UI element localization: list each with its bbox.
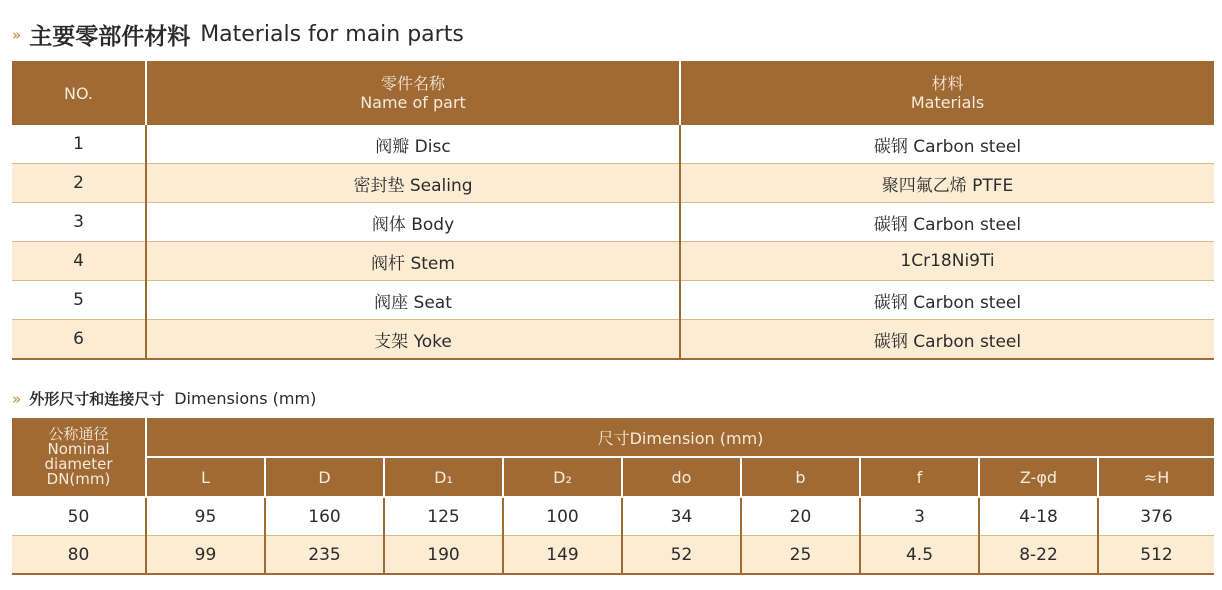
dimensions-header-row — [12, 418, 1214, 457]
row-no: 1 — [12, 125, 146, 164]
header-part-name — [146, 61, 680, 125]
dim-value: 25 — [741, 536, 860, 575]
col-d1: D₁ — [384, 457, 503, 497]
table-row — [12, 164, 1214, 203]
part-material: 碳钢 Carbon steel — [680, 203, 1214, 242]
dimensions-column-row — [12, 457, 1214, 497]
dn-header-en-2: diameter — [44, 455, 113, 473]
table-row — [12, 497, 1214, 536]
table-row — [12, 242, 1214, 281]
col-d: D — [265, 457, 384, 497]
table-row — [12, 320, 1214, 360]
dim-value: 512 — [1098, 536, 1214, 575]
col-f: f — [860, 457, 979, 497]
row-no: 5 — [12, 281, 146, 320]
dn-header-en-3: DN(mm) — [46, 470, 111, 488]
table-row — [12, 281, 1214, 320]
materials-table — [12, 61, 1214, 360]
part-name: 阀瓣 Disc — [146, 125, 680, 164]
dn-value: 50 — [12, 497, 146, 536]
part-material: 碳钢 Carbon steel — [680, 125, 1214, 164]
part-name: 阀座 Seat — [146, 281, 680, 320]
table-row — [12, 203, 1214, 242]
row-no: 4 — [12, 242, 146, 281]
col-h: ≈H — [1098, 457, 1214, 497]
part-name: 阀杆 Stem — [146, 242, 680, 281]
dim-value: 99 — [146, 536, 265, 575]
col-do: do — [622, 457, 741, 497]
dimensions-title-cn: 外形尺寸和连接尺寸 — [29, 390, 165, 408]
part-name: 支架 Yoke — [146, 320, 680, 360]
dim-value: 20 — [741, 497, 860, 536]
header-material-en: Materials — [910, 93, 985, 112]
part-material: 碳钢 Carbon steel — [680, 320, 1214, 360]
row-no: 6 — [12, 320, 146, 360]
dimensions-section-heading — [12, 388, 316, 409]
materials-title-cn: 主要零部件材料 — [29, 24, 191, 50]
header-dimension-span: 尺寸Dimension (mm) — [146, 418, 1214, 457]
dim-value: 125 — [384, 497, 503, 536]
row-no: 2 — [12, 164, 146, 203]
dim-value: 52 — [622, 536, 741, 575]
header-no: NO. — [12, 61, 146, 125]
double-chevron-icon: » — [12, 389, 20, 408]
col-z-phi-d: Z-φd — [979, 457, 1098, 497]
header-material — [680, 61, 1214, 125]
materials-title-en: Materials for main parts — [200, 22, 464, 47]
dim-value: 95 — [146, 497, 265, 536]
dim-value: 149 — [503, 536, 622, 575]
dim-value: 8-22 — [979, 536, 1098, 575]
header-part-name-en: Name of part — [360, 93, 466, 112]
col-b: b — [741, 457, 860, 497]
dim-value: 376 — [1098, 497, 1214, 536]
dim-value: 235 — [265, 536, 384, 575]
col-d2: D₂ — [503, 457, 622, 497]
part-material: 碳钢 Carbon steel — [680, 281, 1214, 320]
dim-value: 4.5 — [860, 536, 979, 575]
dn-header-en-1: Nominal — [47, 440, 110, 458]
part-material: 1Cr18Ni9Ti — [680, 242, 1214, 281]
dim-value: 4-18 — [979, 497, 1098, 536]
table-row — [12, 125, 1214, 164]
table-row — [12, 536, 1214, 575]
header-nominal-diameter — [12, 418, 146, 497]
materials-section-heading — [12, 18, 464, 51]
dim-value: 3 — [860, 497, 979, 536]
header-part-name-cn: 零件名称 — [380, 74, 445, 93]
dim-value: 190 — [384, 536, 503, 575]
header-material-cn: 材料 — [931, 74, 964, 93]
dn-header-cn: 公称通径 — [48, 425, 109, 443]
part-name: 密封垫 Sealing — [146, 164, 680, 203]
row-no: 3 — [12, 203, 146, 242]
dim-value: 100 — [503, 497, 622, 536]
dim-value: 160 — [265, 497, 384, 536]
dimensions-table — [12, 418, 1214, 575]
col-l: L — [146, 457, 265, 497]
dimensions-title-en: Dimensions (mm) — [174, 389, 317, 408]
dn-value: 80 — [12, 536, 146, 575]
materials-header-row — [12, 61, 1214, 125]
part-material: 聚四氟乙烯 PTFE — [680, 164, 1214, 203]
double-chevron-icon: » — [12, 25, 20, 44]
dim-value: 34 — [622, 497, 741, 536]
part-name: 阀体 Body — [146, 203, 680, 242]
